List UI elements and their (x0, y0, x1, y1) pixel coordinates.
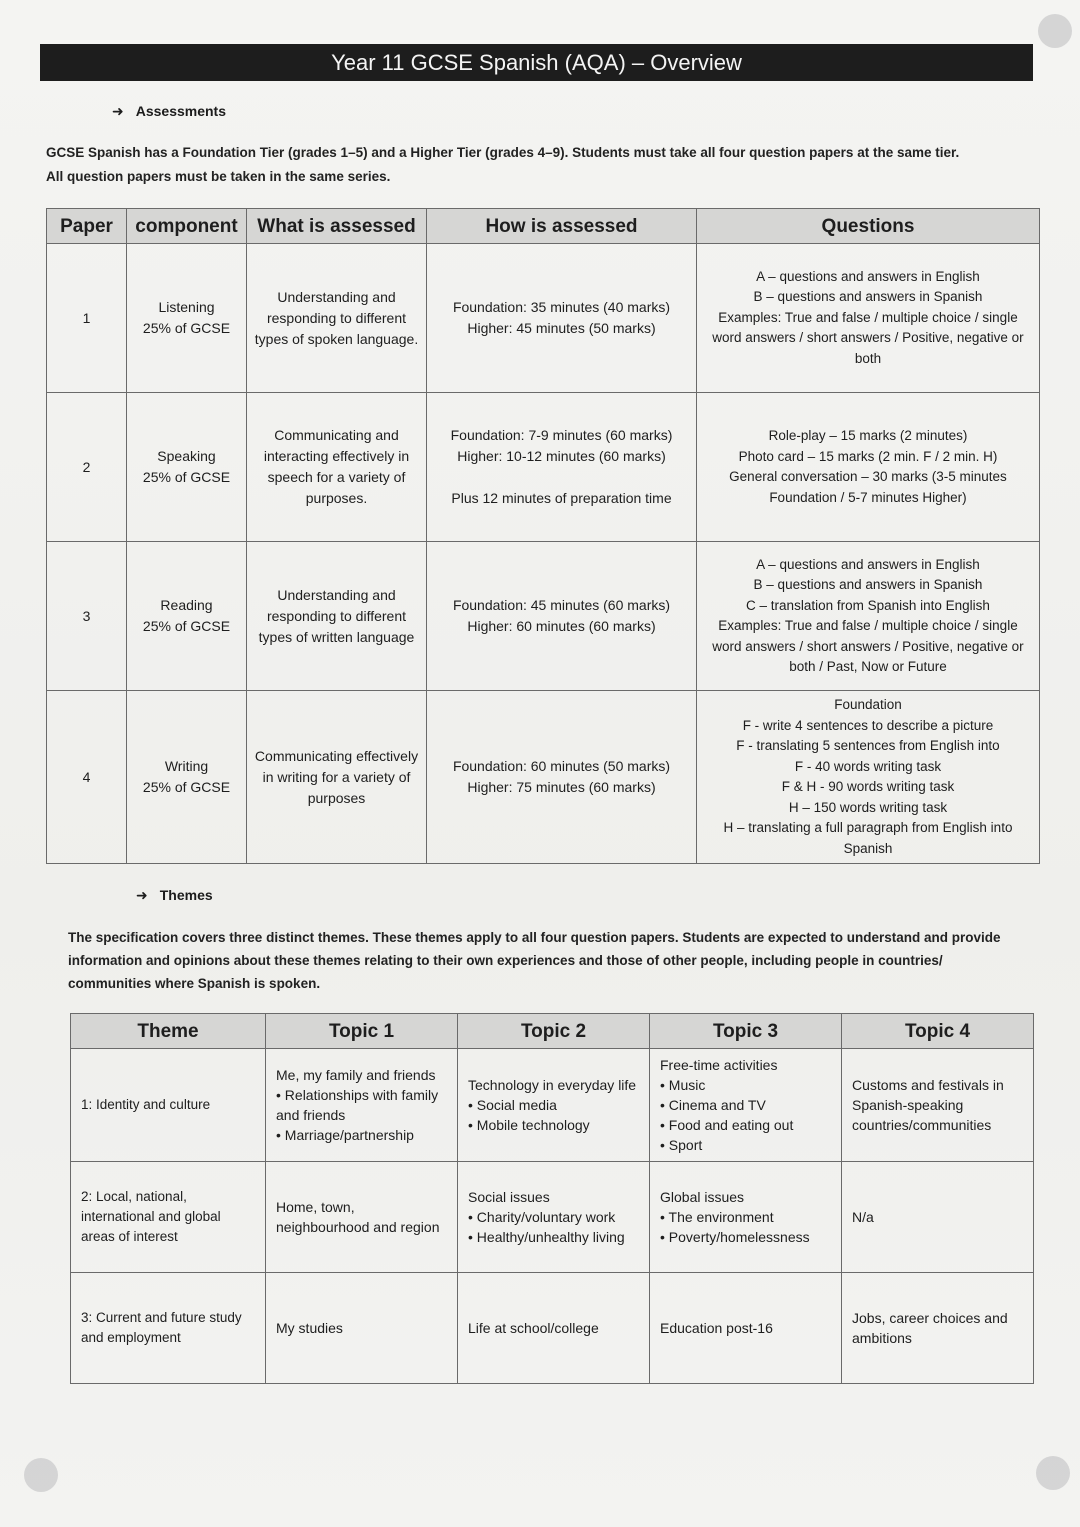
themes-table (70, 1013, 1034, 1384)
table-row (71, 1162, 1034, 1273)
topic-1-cell: My studies (266, 1273, 458, 1384)
theme-cell: 3: Current and future study and employment (71, 1273, 266, 1384)
header-paper: Paper (47, 209, 127, 244)
table-row (47, 542, 1040, 691)
hole-punch-mark (1036, 1456, 1070, 1490)
topic-3-cell: Global issues • The environment • Poverty/homelessness (650, 1162, 842, 1273)
how-assessed-cell: Foundation: 45 minutes (60 marks) Higher: 60 minutes (60 marks) (427, 542, 697, 691)
assessments-intro-line1: GCSE Spanish has a Foundation Tier (grades 1–5) and a Higher Tier (grades 4–9). Students must take all four question papers at the same tier. (46, 145, 960, 160)
what-assessed-cell: Understanding and responding to different types of written language (247, 542, 427, 691)
table-row (71, 1049, 1034, 1162)
hole-punch-mark (1038, 14, 1072, 48)
topic-2-cell: Social issues • Charity/voluntary work • Healthy/unhealthy living (458, 1162, 650, 1273)
assessments-heading-label: Assessments (135, 103, 227, 119)
themes-header-row (71, 1014, 1034, 1049)
themes-heading (136, 887, 213, 904)
what-assessed-cell: Understanding and responding to different types of spoken language. (247, 244, 427, 393)
header-how-assessed: How is assessed (427, 209, 697, 244)
what-assessed-cell: Communicating effectively in writing for a variety of purposes (247, 691, 427, 864)
how-assessed-cell: Foundation: 60 minutes (50 marks) Higher: 75 minutes (60 marks) (427, 691, 697, 864)
topic-2-cell: Life at school/college (458, 1273, 650, 1384)
theme-cell: 1: Identity and culture (71, 1049, 266, 1162)
theme-cell: 2: Local, national, international and global areas of interest (71, 1162, 266, 1273)
header-topic-2: Topic 2 (458, 1014, 650, 1049)
table-row (47, 244, 1040, 393)
topic-3-cell: Education post-16 (650, 1273, 842, 1384)
component-cell: Writing 25% of GCSE (127, 691, 247, 864)
arrow-right-icon: ➜ (112, 103, 124, 119)
how-assessed-cell: Foundation: 35 minutes (40 marks) Higher: 45 minutes (50 marks) (427, 244, 697, 393)
questions-cell: A – questions and answers in English B – questions and answers in Spanish C – translation from Spanish into English Examples: True and false / multiple choice / single word answers / short answers / Positive, negative or both / Past, Now or Future (697, 542, 1040, 691)
topic-4-cell: Customs and festivals in Spanish-speaking countries/communities (842, 1049, 1034, 1162)
component-cell: Reading 25% of GCSE (127, 542, 247, 691)
header-topic-4: Topic 4 (842, 1014, 1034, 1049)
topic-4-cell: N/a (842, 1162, 1034, 1273)
assessments-intro (46, 141, 1036, 189)
paper-number: 2 (47, 393, 127, 542)
component-cell: Speaking 25% of GCSE (127, 393, 247, 542)
hole-punch-mark (24, 1458, 58, 1492)
topic-1-cell: Me, my family and friends • Relationships with family and friends • Marriage/partnership (266, 1049, 458, 1162)
table-row (47, 393, 1040, 542)
header-topic-1: Topic 1 (266, 1014, 458, 1049)
assessments-heading (112, 103, 226, 120)
what-assessed-cell: Communicating and interacting effectively in speech for a variety of purposes. (247, 393, 427, 542)
assessments-header-row (47, 209, 1040, 244)
topic-3-cell: Free-time activities • Music • Cinema and TV • Food and eating out • Sport (650, 1049, 842, 1162)
topic-4-cell: Jobs, career choices and ambitions (842, 1273, 1034, 1384)
paper-number: 1 (47, 244, 127, 393)
page-title: Year 11 GCSE Spanish (AQA) – Overview (40, 44, 1033, 81)
table-row (47, 691, 1040, 864)
assessments-intro-line2: All question papers must be taken in the same series. (46, 169, 391, 184)
header-topic-3: Topic 3 (650, 1014, 842, 1049)
topic-1-cell: Home, town, neighbourhood and region (266, 1162, 458, 1273)
table-row (71, 1273, 1034, 1384)
header-what-assessed: What is assessed (247, 209, 427, 244)
how-assessed-cell: Foundation: 7-9 minutes (60 marks) Higher: 10-12 minutes (60 marks) Plus 12 minutes of preparation time (427, 393, 697, 542)
questions-cell: Role-play – 15 marks (2 minutes) Photo card – 15 marks (2 min. F / 2 min. H) General conversation – 30 marks (3-5 minutes Foundation / 5-7 minutes Higher) (697, 393, 1040, 542)
themes-intro: The specification covers three distinct themes. These themes apply to all four question papers. Students are expected to understand and provide information and opinions about these themes relating to their own experiences and those of other people, including people in countries/ communities where Spanish is spoken. (68, 930, 1001, 991)
paper-number: 4 (47, 691, 127, 864)
paper-number: 3 (47, 542, 127, 691)
component-cell: Listening 25% of GCSE (127, 244, 247, 393)
assessments-table (46, 208, 1040, 864)
topic-2-cell: Technology in everyday life • Social media • Mobile technology (458, 1049, 650, 1162)
questions-cell: Foundation F - write 4 sentences to describe a picture F - translating 5 sentences from English into F - 40 words writing task F & H - 90 words writing task H – 150 words writing task H – translating a full paragraph from English into Spanish (697, 691, 1040, 864)
questions-cell: A – questions and answers in English B – questions and answers in Spanish Examples: True and false / multiple choice / single word answers / short answers / Positive, negative or both (697, 244, 1040, 393)
header-questions: Questions (697, 209, 1040, 244)
header-component: component (127, 209, 247, 244)
header-theme: Theme (71, 1014, 266, 1049)
themes-heading-label: Themes (159, 887, 213, 903)
arrow-right-icon: ➜ (136, 887, 148, 903)
